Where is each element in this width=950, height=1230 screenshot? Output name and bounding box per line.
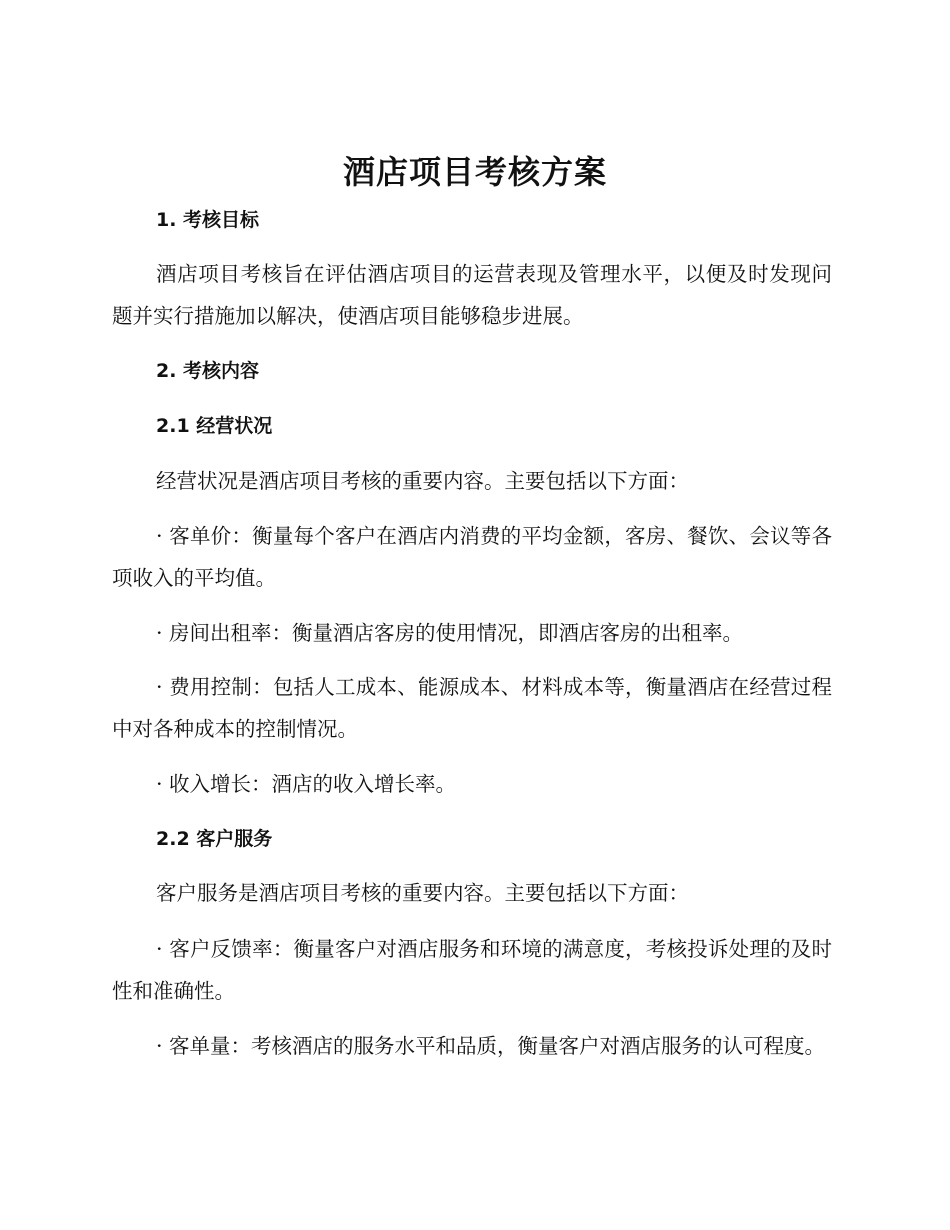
list-item-average-spend: · 客单价：衡量每个客户在酒店内消费的平均金额，客房、餐饮、会议等各项收入的平均值。 — [112, 524, 832, 590]
section-heading-goal: 1. 考核目标 — [156, 209, 260, 231]
subsection-heading-operations: 2.1 经营状况 — [156, 415, 273, 437]
list-item-cost-control: · 费用控制：包括人工成本、能源成本、材料成本等，衡量酒店在经营过程中对各种成本的控制情况。 — [112, 675, 832, 741]
list-item-feedback-rate: · 客户反馈率：衡量客户对酒店服务和环境的满意度，考核投诉处理的及时性和准确性。 — [112, 937, 832, 1003]
list-item-occupancy-rate: · 房间出租率：衡量酒店客房的使用情况，即酒店客房的出租率。 — [156, 621, 744, 645]
paragraph-customer-service-intro: 客户服务是酒店项目考核的重要内容。主要包括以下方面： — [156, 881, 689, 905]
subsection-heading-customer-service: 2.2 客户服务 — [156, 828, 273, 850]
document-title: 酒店项目考核方案 — [342, 153, 607, 191]
list-item-revenue-growth: · 收入增长：酒店的收入增长率。 — [156, 772, 457, 796]
paragraph-operations-intro: 经营状况是酒店项目考核的重要内容。主要包括以下方面： — [156, 469, 689, 493]
paragraph-goal: 酒店项目考核旨在评估酒店项目的运营表现及管理水平，以便及时发现问题并实行措施加以解决，使酒店项目能够稳步进展。 — [112, 262, 832, 328]
list-item-order-volume: · 客单量：考核酒店的服务水平和品质，衡量客户对酒店服务的认可程度。 — [156, 1034, 826, 1058]
section-heading-content: 2. 考核内容 — [156, 360, 260, 382]
